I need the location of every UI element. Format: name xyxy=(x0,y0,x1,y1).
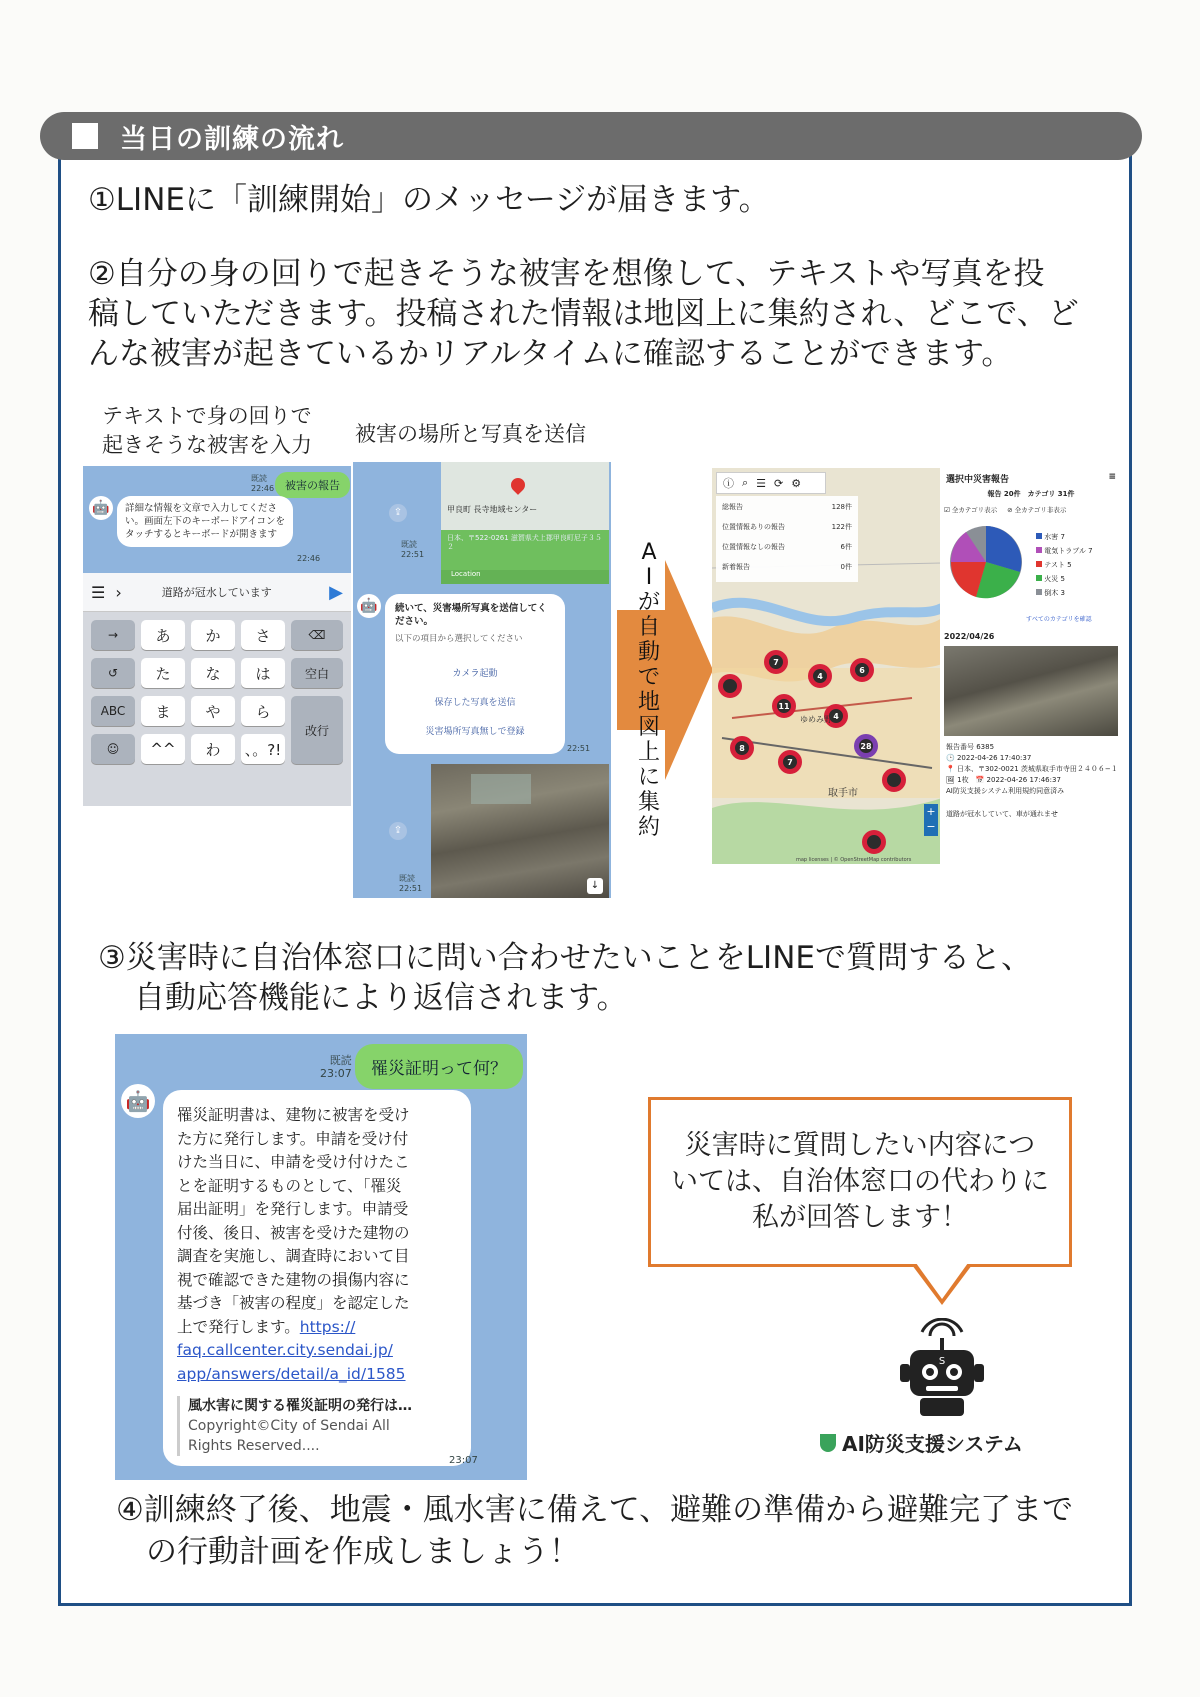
key-delete[interactable]: ⌫ xyxy=(291,620,343,650)
report-photo[interactable] xyxy=(944,646,1118,736)
screen1-chat xyxy=(83,466,351,573)
read-time: 既読 23:07 xyxy=(320,1054,352,1080)
key-ma[interactable]: ま xyxy=(141,696,185,726)
map-marker[interactable]: 11 xyxy=(772,694,796,718)
legend-item: 水害 7 xyxy=(1036,530,1093,544)
key-emoji[interactable]: ☺ xyxy=(91,734,135,764)
screen2-chat xyxy=(353,462,611,898)
step-2-line-3: んな被害が起きているかリアルタイムに確認することができます。 xyxy=(88,336,1013,372)
report-number: 報告番号 6385 xyxy=(946,743,995,751)
step-4-line-1: ④訓練終了後、地震・風水害に備えて、避難の準備から避難完了まで xyxy=(116,1492,1074,1528)
list-icon[interactable]: ☰ xyxy=(756,476,767,490)
map-city-label-2: ゆめみ野 xyxy=(800,715,832,724)
faq-link-2[interactable]: faq.callcenter.city.sendai.jp/ xyxy=(177,1341,393,1359)
question-bubble: 罹災証明って何？ xyxy=(355,1044,523,1089)
key-wa[interactable]: わ xyxy=(191,734,235,764)
speech-bubble xyxy=(648,1097,1072,1267)
map-marker[interactable] xyxy=(882,768,906,792)
key-abc[interactable]: ABC xyxy=(91,696,135,726)
legend-item: 倒木 3 xyxy=(1036,586,1093,600)
stat-row: 新着報告 0件 xyxy=(722,563,852,571)
option-camera[interactable]: カメラ起動 xyxy=(452,669,498,679)
bot-select-card xyxy=(385,594,565,754)
caption-text-input-1: テキストで身の回りで xyxy=(102,404,312,428)
search-icon[interactable]: ⌕ xyxy=(742,476,749,489)
preview-line-1: Copyright©City of Sendai All xyxy=(188,1418,390,1434)
robot-mascot-icon xyxy=(892,1318,992,1422)
bot-select-sub: 以下の項目から選択してください xyxy=(395,634,523,644)
speech-line-3: 私が回答します！ xyxy=(752,1202,968,1233)
refresh-icon[interactable]: ⟳ xyxy=(774,476,784,490)
key-arrow[interactable]: → xyxy=(91,620,135,650)
category-pie-chart xyxy=(946,522,1026,602)
arrow-shape xyxy=(617,560,713,780)
flood-photo[interactable] xyxy=(431,764,609,898)
location-map-thumb[interactable] xyxy=(441,462,609,530)
message-input[interactable]: 道路が冠水しています xyxy=(161,586,272,599)
show-all-categories[interactable]: ☑ 全カテゴリ表示 xyxy=(944,506,998,514)
key-na[interactable]: な xyxy=(191,658,235,688)
preview-title: 風水害に関する罹災証明の発行は… xyxy=(188,1398,412,1414)
all-categories-link[interactable]: すべてのカテゴリを確認 xyxy=(1026,616,1092,623)
section-header xyxy=(40,112,1142,160)
report-photos: 🖼 1枚 📅 2022-04-26 17:46:37 xyxy=(946,776,1061,784)
bot-avatar-icon: 🤖 xyxy=(89,496,113,520)
time-3: 既読 22:51 xyxy=(399,874,423,893)
share-icon[interactable]: ⇪ xyxy=(389,822,407,840)
report-title: 選択中災害報告 xyxy=(946,475,1010,485)
key-enter[interactable]: 改行 xyxy=(291,696,343,764)
map-marker[interactable]: 28 xyxy=(854,734,878,758)
map-marker[interactable]: 7 xyxy=(778,750,802,774)
step-2-line-1: ②自分の身の回りで起きそうな被害を想像して、テキストや写真を投 xyxy=(88,256,1045,292)
report-details xyxy=(946,742,1118,820)
category-legend xyxy=(1036,530,1093,600)
key-punct[interactable]: 、。?! xyxy=(241,734,285,764)
message-input-bar[interactable] xyxy=(83,573,351,612)
step-2-line-2: 稿していただきます。投稿された情報は地図上に集約され、どこで、ど xyxy=(88,296,1079,332)
map-stats xyxy=(716,496,858,582)
step-1: ①LINEに「訓練開始」のメッセージが届きます。 xyxy=(88,182,770,218)
hide-all-categories[interactable]: ⊘ 全カテゴリ非表示 xyxy=(1007,506,1067,514)
send-icon[interactable]: ▶ xyxy=(329,581,343,603)
step-3-line-1: ③災害時に自治体窓口に問い合わせたいことをLINEで質問すると、 xyxy=(98,940,1032,976)
key-ya[interactable]: や xyxy=(191,696,235,726)
report-comment: 道路が冠水していて、車が通れませ xyxy=(946,810,1058,818)
map-marker[interactable]: 4 xyxy=(824,704,848,728)
keyboard xyxy=(83,612,351,806)
answer-time: 23:07 xyxy=(449,1455,478,1466)
svg-text:S: S xyxy=(938,1356,946,1367)
read-time: 既読 22:46 xyxy=(251,474,275,493)
square-bullet-icon xyxy=(72,123,98,149)
caption-text-input-2: 起きそうな被害を入力 xyxy=(102,433,312,457)
bot-message: 詳細な情報を文章で入力してください。画面左下のキーボードアイコンをタッチするとキーボードが開きます xyxy=(117,496,293,547)
key-space[interactable]: 空白 xyxy=(291,658,343,688)
legend-item: 火災 5 xyxy=(1036,572,1093,586)
report-header xyxy=(940,468,1122,489)
sent-bubble: 被害の報告 xyxy=(275,472,350,498)
map-marker[interactable]: 8 xyxy=(730,736,754,760)
menu-icon[interactable]: ☰ xyxy=(91,582,106,602)
report-date: 2022/04/26 xyxy=(944,632,995,641)
screen3-chat xyxy=(115,1034,527,1480)
key-ta[interactable]: た xyxy=(141,658,185,688)
stat-row: 位置情報ありの報告 122件 xyxy=(722,523,852,531)
zoom-control[interactable]: + − xyxy=(924,804,938,836)
key-ha[interactable]: は xyxy=(241,658,285,688)
report-counts: 報告 20件 カテゴリ 31件 xyxy=(987,490,1075,498)
report-panel xyxy=(940,468,1122,868)
map-pin-icon xyxy=(508,475,528,495)
bot-avatar-icon: 🤖 xyxy=(121,1084,155,1118)
share-icon[interactable]: ⇪ xyxy=(389,504,407,522)
download-icon[interactable]: ↓ xyxy=(587,878,603,894)
time-1: 既読 22:51 xyxy=(401,540,425,559)
step-4-line-2: の行動計画を作成しましょう！ xyxy=(146,1534,580,1570)
report-datetime: 🕒 2022-04-26 17:40:37 xyxy=(946,754,1032,762)
key-dakuten[interactable]: ^^ xyxy=(141,734,185,764)
map-marker[interactable]: 7 xyxy=(764,650,788,674)
faq-link-1[interactable]: https:// xyxy=(299,1317,356,1336)
brand-name: AI防災支援システム xyxy=(842,1432,1023,1456)
bot-select-title: 続いて、災害場所写真を送信してください。 xyxy=(395,603,547,627)
menu-icon[interactable]: ≡ xyxy=(1108,472,1116,482)
link-preview[interactable] xyxy=(177,1396,457,1456)
location-address: 日本、〒522-0261 滋賀県犬上郡甲良町尼子３５２ xyxy=(447,534,602,551)
map-city-label: 取手市 xyxy=(828,788,858,799)
option-register-without-photo[interactable]: 災害場所写真無しで登録 xyxy=(425,727,525,737)
map-marker[interactable]: 6 xyxy=(850,658,874,682)
step-3-line-2: 自動応答機能により返信されます。 xyxy=(134,980,628,1016)
map-marker[interactable] xyxy=(718,674,742,698)
answer-bubble: 罹災証明書は、建物に被害を受け た方に発行します。申請を受け付 けた当日に、申請を受け付けたこ とを証明するものとして、「罹災 届出証明」を発行します。申請受 付後、後日、被害を受けた建物の 調査を実施し、調査時において目 視で確認できた建物の損傷内容に 基づき「被害の程度」を認定した 上で発行します。https:// faq.callcenter.city.sendai.jp/ app/answers/detail/a_id/1585 風水害に関する罹災証明の発行は… Copyright©City of Sendai All Rights Reserved.... xyxy=(163,1090,471,1466)
gear-icon[interactable]: ⚙ xyxy=(791,476,802,490)
info-icon[interactable]: ⓘ xyxy=(723,477,734,490)
option-send-saved-photo[interactable]: 保存した写真を送信 xyxy=(434,698,516,708)
category-toggles xyxy=(940,499,1122,520)
bot-time: 22:46 xyxy=(297,554,321,563)
report-address: 📍 日本、〒302-0021 茨城県取手市寺田２４０６−１ xyxy=(946,765,1118,773)
faq-link-3[interactable]: app/answers/detail/a_id/1585 xyxy=(177,1364,406,1383)
key-a[interactable]: あ xyxy=(141,620,185,650)
map-credit: map licenses | © OpenStreetMap contributors xyxy=(796,857,912,863)
shield-icon xyxy=(820,1434,836,1452)
stat-row: 総報告 128件 xyxy=(722,503,852,511)
location-card[interactable] xyxy=(441,530,609,570)
caption-send-location: 被害の場所と写真を送信 xyxy=(355,422,586,446)
stat-row: 位置情報なしの報告 6件 xyxy=(722,543,852,551)
section-title: 当日の訓練の流れ xyxy=(120,123,344,155)
report-attach: AI防災支援システム利用規約同意済み xyxy=(946,787,1065,795)
key-ra[interactable]: ら xyxy=(241,696,285,726)
chevron-right-icon[interactable]: › xyxy=(115,582,122,602)
key-ka[interactable]: か xyxy=(191,620,235,650)
preview-line-2: Rights Reserved.... xyxy=(188,1438,320,1454)
legend-item: 電気トラブル 7 xyxy=(1036,544,1093,558)
bot-avatar-icon: 🤖 xyxy=(357,594,381,618)
map-toolbar xyxy=(716,472,826,494)
map-marker[interactable]: 4 xyxy=(808,664,832,688)
map-marker[interactable] xyxy=(862,830,886,854)
speech-line-2: いては、自治体窓口の代わりに xyxy=(671,1166,1049,1197)
time-2: 22:51 xyxy=(567,744,591,753)
legend-item: テスト 5 xyxy=(1036,558,1093,572)
brand xyxy=(820,1428,1023,1457)
location-label: Location xyxy=(441,570,609,584)
speech-line-1: 災害時に質問したい内容につ xyxy=(684,1130,1036,1161)
disaster-map[interactable] xyxy=(712,468,942,864)
key-undo[interactable]: ↺ xyxy=(91,658,135,688)
location-title: 甲良町 長寺地域センター xyxy=(447,505,538,514)
arrow-label: A I が 自 動 で 地 図 上 に 集 約 xyxy=(637,540,660,840)
key-sa[interactable]: さ xyxy=(241,620,285,650)
